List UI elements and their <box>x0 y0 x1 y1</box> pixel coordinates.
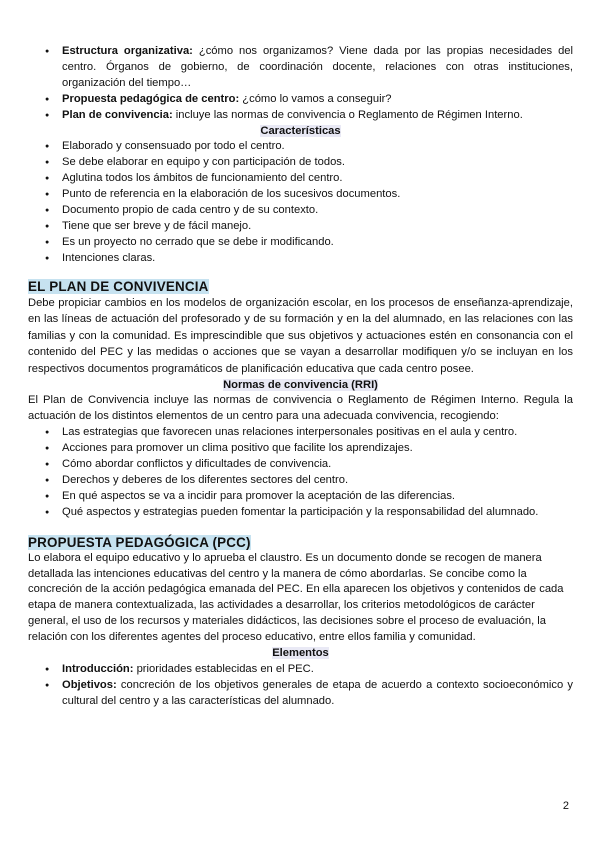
list-item: ● Cómo abordar conflictos y dificultades de convivencia. <box>28 457 573 473</box>
list-item <box>28 44 573 92</box>
item-text: prioridades establecidas en el PEC. <box>136 662 314 675</box>
heading-text: PROPUESTA PEDAGÓGICA (PCC) <box>28 534 251 550</box>
pcc-paragraph: Lo elabora el equipo educativo y lo aprueba el claustro. Es un documento donde se recogen de manera detallada las intenciones educativas del centro y la manera de cómo abordarlas. Se concibe como la concreción de la acción pedagógica emanada del PEC. En ella aparecen los objetivos y contenidos de cada etapa de manera contextualizada, las actividades a desarrollar, los criterios metodológicos de carácter general, el uso de los recursos y materiales didácticos, las decisiones sobre el proceso de evaluación, la relación con los diferentes agentes del proceso educativo, entre ellos familia y comunidad. <box>28 551 564 644</box>
list-item: ● Documento propio de cada centro y de su contexto. <box>28 203 573 219</box>
list-item: ● Elaborado y consensuado por todo el centro. <box>28 139 573 155</box>
list-item: ● Es un proyecto no cerrado que se debe ir modificando. <box>28 235 573 251</box>
item-text: incluye las normas de convivencia o Reglamento de Régimen Interno. <box>175 108 523 121</box>
rri-subtitle: Normas de convivencia (RRI) <box>223 378 378 391</box>
document-page <box>28 44 573 710</box>
item-text: ¿cómo lo vamos a conseguir? <box>242 92 392 105</box>
list-item: ● Acciones para promover un clima positivo que facilite los aprendizajes. <box>28 441 573 457</box>
item-term: Introducción: <box>62 662 134 675</box>
rri-list <box>28 425 573 520</box>
list-item: ● Las estrategias que favorecen unas relaciones interpersonales positivas en el aula y centro. <box>28 425 573 441</box>
page-number: 2 <box>562 800 569 812</box>
elements-subtitle: Elementos <box>272 647 329 660</box>
elements-list <box>28 662 573 710</box>
list-item: ● Punto de referencia en la elaboración de los sucesivos documentos. <box>28 187 573 203</box>
characteristics-title: Características <box>260 124 341 137</box>
list-item: ● Aglutina todos los ámbitos de funcionamiento del centro. <box>28 171 573 187</box>
list-item: ● Intenciones claras. <box>28 251 573 267</box>
rri-intro: El Plan de Convivencia incluye las normas de convivencia o Reglamento de Régimen Interno. Regula la actuación de los distintos elementos de un centro para una adecuada convivencia, recogiendo: <box>28 394 573 423</box>
rri-subtitle-row <box>28 378 573 394</box>
list-item: ● Derechos y deberes de los diferentes sectores del centro. <box>28 473 573 489</box>
item-text: concreción de los objetivos generales de etapa de acuerdo a contexto socioeconómico y cultural del centro y a las características del alumnado. <box>62 678 574 707</box>
list-item <box>28 662 573 678</box>
list-item <box>28 108 573 124</box>
top-list <box>28 44 573 124</box>
characteristics-list <box>28 139 573 266</box>
plan-paragraph: Debe propiciar cambios en los modelos de organización escolar, en los procesos de enseñanza-aprendizaje, en las líneas de actuación del profesorado y de su formación y en la del alumnado, en las relaciones con las familias y con la comunidad. Es imprescindible que sus objetivos y actuaciones estén en consonancia con el contenido del PEC y las medidas o acciones que se vayan a desarrollar modifiquen y/o se incluyan en los respectivos documentos programáticos de planificación educativa que cada centro posee. <box>28 296 573 375</box>
list-item: ● Tiene que ser breve y de fácil manejo. <box>28 219 573 235</box>
item-term: Objetivos: <box>62 678 117 691</box>
list-item: ● En qué aspectos se va a incidir para promover la aceptación de las diferencias. <box>28 489 573 505</box>
heading-text: EL PLAN DE CONVIVENCIA <box>28 278 209 294</box>
item-term: Estructura organizativa: <box>62 45 193 57</box>
section-heading-pcc <box>28 535 573 551</box>
characteristics-title-row <box>28 124 573 140</box>
list-item <box>28 678 573 710</box>
item-term: Propuesta pedagógica de centro: <box>62 92 240 105</box>
list-item <box>28 92 573 108</box>
item-term: Plan de convivencia: <box>62 108 173 121</box>
item-text: ¿cómo nos organizamos? Viene dada por las propias necesidades del centro. Órganos de gobierno, de coordinación docente, relaciones con otras instituciones, organización del tiempo… <box>62 45 574 89</box>
elements-subtitle-row <box>28 646 573 662</box>
list-item: ● Se debe elaborar en equipo y con participación de todos. <box>28 155 573 171</box>
list-item: ● Qué aspectos y estrategias pueden fomentar la participación y la responsabilidad del alumnado. <box>28 505 573 521</box>
section-heading-plan <box>28 279 573 295</box>
